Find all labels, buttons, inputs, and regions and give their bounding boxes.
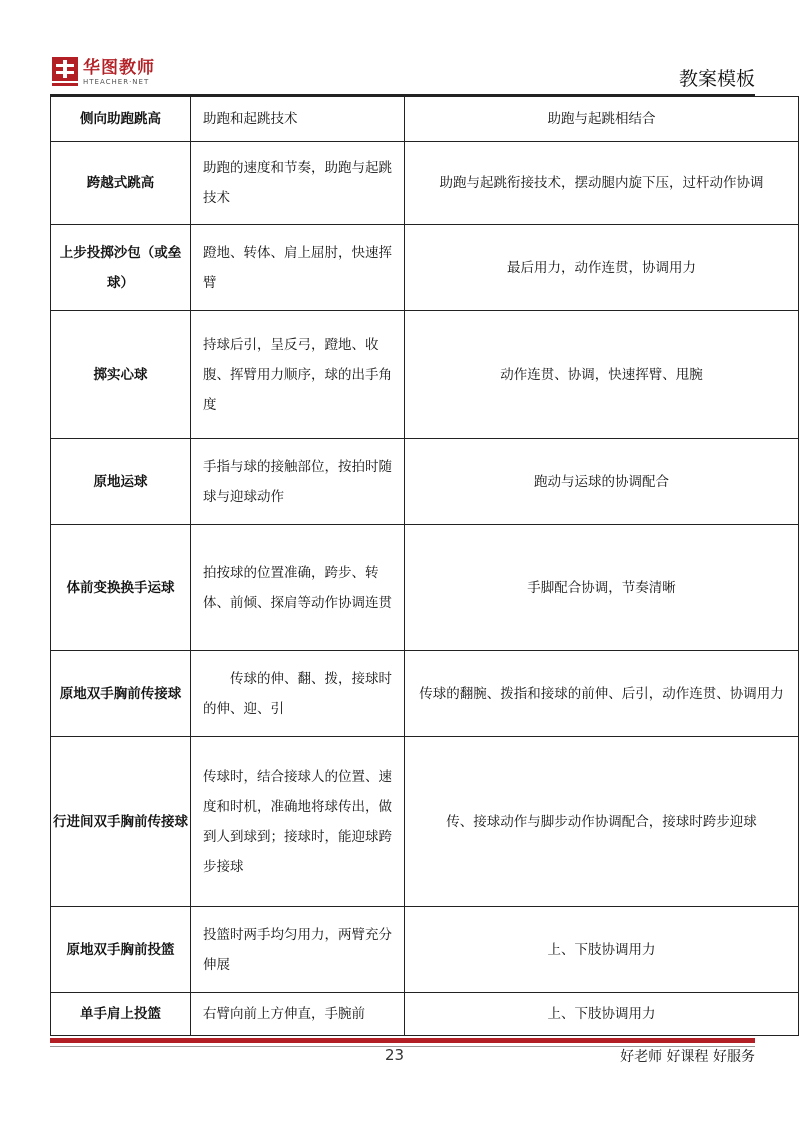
key-point-cell: [191, 142, 405, 225]
difficulty-cell: 上、下肢协调用力: [405, 907, 799, 993]
key-point-text: 投篮时两手均匀用力，两臂充分伸展: [203, 926, 392, 973]
key-point-cell: [191, 737, 405, 907]
key-point-cell: [191, 311, 405, 439]
difficulty-cell: 传球的翻腕、拨指和接球的前伸、后引，动作连贯、协调用力: [405, 651, 799, 737]
footer-slogan: 好老师 好课程 好服务: [620, 1049, 755, 1065]
huatu-logo-icon: [52, 57, 78, 87]
key-point-text: 持球后引，呈反弓，蹬地、收腹、挥臂用力顺序，球的出手角度: [203, 336, 392, 413]
table-row: [51, 142, 799, 225]
table-row: [51, 311, 799, 439]
item-name-cell: 掷实心球: [51, 311, 191, 439]
table-row: [51, 737, 799, 907]
item-name-cell: 原地运球: [51, 439, 191, 525]
difficulty-cell: 最后用力，动作连贯，协调用力: [405, 225, 799, 311]
item-name-cell: 单手肩上投篮: [51, 993, 191, 1036]
difficulty-cell: 上、下肢协调用力: [405, 993, 799, 1036]
item-name-cell: 原地双手胸前传接球: [51, 651, 191, 737]
key-point-text: 蹬地、转体、肩上屈肘，快速挥臂: [203, 244, 392, 291]
key-point-text: 助跑的速度和节奏，助跑与起跳技术: [203, 160, 392, 206]
item-name-cell: 体前变换换手运球: [51, 525, 191, 651]
item-name-cell: 跨越式跳高: [51, 142, 191, 225]
table-row: [51, 439, 799, 525]
key-point-text: 拍按球的位置准确，跨步、转体、前倾、探肩等动作协调连贯: [203, 564, 392, 611]
key-point-cell: [191, 225, 405, 311]
brand-name-en: HTEACHER·NET: [83, 77, 150, 86]
page-header: [50, 50, 755, 95]
table-row: [51, 97, 799, 142]
difficulty-cell: 跑动与运球的协调配合: [405, 439, 799, 525]
table-row: [51, 225, 799, 311]
key-point-text: 手指与球的接触部位，按拍时随球与迎球动作: [203, 458, 392, 505]
table-row: [51, 907, 799, 993]
item-name-cell: 原地双手胸前投篮: [51, 907, 191, 993]
page-number: 23: [385, 1046, 405, 1064]
difficulty-cell: 助跑与起跳相结合: [405, 97, 799, 142]
difficulty-cell: 手脚配合协调，节奏清晰: [405, 525, 799, 651]
key-point-text: 助跑和起跳技术: [203, 111, 298, 127]
key-point-cell: [191, 651, 405, 737]
footer-divider: [50, 1038, 755, 1043]
item-name-cell: 侧向助跑跳高: [51, 97, 191, 142]
key-point-cell: [191, 525, 405, 651]
key-point-cell: [191, 439, 405, 525]
difficulty-cell: 传、接球动作与脚步动作协调配合，接球时跨步迎球: [405, 737, 799, 907]
key-point-cell: [191, 97, 405, 142]
key-point-text: 传球时，结合接球人的位置、速度和时机，准确地将球传出，做到人到球到；接球时，能迎球跨步接球: [203, 768, 392, 875]
key-point-cell: [191, 907, 405, 993]
lesson-table: [50, 96, 799, 1036]
key-point-text: 传球的伸、翻、拨，接球时的伸、迎、引: [203, 670, 392, 717]
brand-logo: [52, 55, 155, 89]
key-point-text: 右臂向前上方伸直，手腕前: [203, 1006, 365, 1022]
item-name-cell: 上步投掷沙包（或垒球）: [51, 225, 191, 311]
table-row: [51, 993, 799, 1036]
brand-name-cn: 华图教师: [83, 57, 155, 78]
table-row: [51, 651, 799, 737]
difficulty-cell: 助跑与起跳衔接技术，摆动腿内旋下压，过杆动作协调: [405, 142, 799, 225]
item-name-cell: 行进间双手胸前传接球: [51, 737, 191, 907]
document-title: 教案模板: [678, 68, 755, 90]
key-point-cell: [191, 993, 405, 1036]
difficulty-cell: 动作连贯、协调，快速挥臂、甩腕: [405, 311, 799, 439]
table-row: [51, 525, 799, 651]
